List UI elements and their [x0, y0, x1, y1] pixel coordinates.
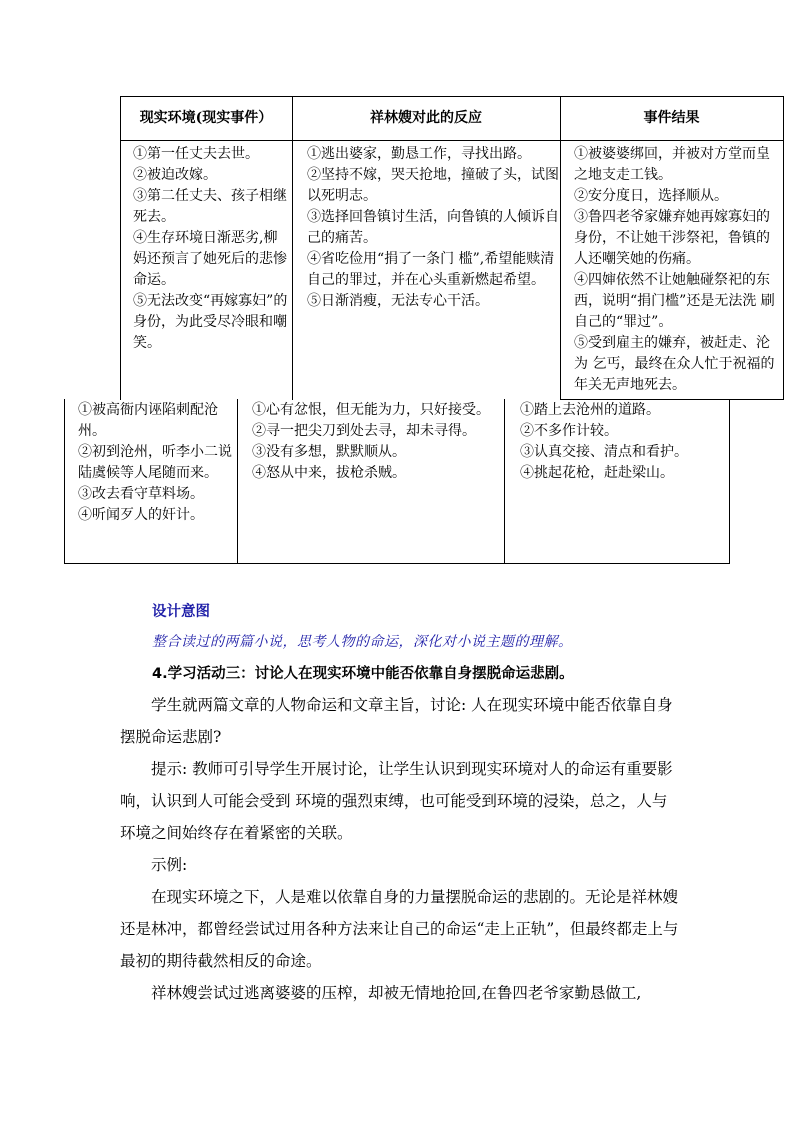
paragraph: 提示: 教师可引导学生开展讨论，让学生认识到现实环境对人的命运有重要影响，认识到人可能会受到 环境的强烈束缚，也可能受到环境的浸染，总之，人与环境之间始终存在着紧密的关联。 [120, 760, 673, 842]
table-border [783, 96, 784, 400]
cell-line: ⑤无法改变“再嫁寡妇”的身份，为此受尽冷眼和嘲笑。 [133, 293, 288, 351]
paragraph: 学生就两篇文章的人物命运和文章主旨，讨论: 人在现实环境中能否依靠自身摆脱命运悲剧? [120, 696, 673, 746]
cell-line: ④省吃俭用“捐了一条门 槛”,希望能赎清自己的罪过，并在心头重新燃起希望。 [307, 251, 555, 288]
cell-line: ③改去看守草料场。 [78, 486, 204, 502]
table-cell [574, 144, 782, 396]
table-cell [252, 400, 502, 484]
cell-line: ④听闻歹人的奸计。 [78, 507, 204, 523]
cell-line: ①心有忿恨，但无能为力，只好接受。 [252, 402, 490, 418]
cell-line: ①逃出婆家，勤恳工作，寻找出路。 [307, 146, 531, 162]
design-intent-title: 设计意图 [152, 604, 210, 620]
table-border [237, 399, 238, 564]
cell-line: ⑤受到雇主的嫌弃，被赶走、沦为 乞丐，最终在众人忙于祝福的年关无声地死去。 [574, 335, 775, 393]
table-border [560, 96, 561, 400]
cell-line: ①踏上去沧州的道路。 [520, 402, 660, 418]
table-cell [520, 400, 728, 484]
cell-line: ②寻一把尖刀到处去寻，却未寻得。 [252, 423, 476, 439]
table-border [504, 399, 505, 564]
table-border [120, 96, 783, 97]
cell-line: ①第一任丈夫去世。 [133, 146, 259, 162]
cell-line: ④生存环境日渐恶劣,柳妈还预言了她死后的悲惨命运。 [133, 230, 287, 288]
paragraph: 在现实环境之下，人是难以依靠自身的力量摆脱命运的悲剧的。无论是祥林嫂还是林冲，都曾经尝试过用各种方法来让自己的命运“走上正轨”，但最终都走上与最初的期待截然相反的命途。 [120, 888, 679, 970]
paragraph: 祥林嫂尝试过逃离婆婆的压榨，却被无情地抢回,在鲁四老爷家勤恳做工, [151, 984, 642, 1002]
cell-line: ②初到沧州，听李小二说陆虞候等人尾随而来。 [78, 444, 232, 481]
table-border [120, 140, 783, 141]
table-border [64, 399, 65, 564]
table-border [292, 96, 293, 400]
design-intent-text: 整合读过的两篇小说，思考人物的命运，深化对小说主题的理解。 [152, 634, 573, 650]
cell-line: ②安分度日，选择顺从。 [574, 188, 728, 204]
cell-line: ③鲁四老爷家嫌弃她再嫁寡妇的身份，不让她干涉祭祀，鲁镇的人还嘲笑她的伤痛。 [574, 209, 770, 267]
table-border [64, 563, 730, 564]
cell-line: ③没有多想，默默顺从。 [252, 444, 406, 460]
column-header: 现实环境(现实事件） [139, 110, 273, 126]
cell-line: ②坚持不嫁，哭天抢地，撞破了头，试图以死明志。 [307, 167, 559, 204]
table-cell [133, 144, 290, 354]
cell-line: ①被婆婆绑回，并被对方堂而皇之地支走工钱。 [574, 146, 770, 183]
cell-line: ②不多作计较。 [520, 423, 618, 439]
cell-line: ③认真交接、清点和看护。 [520, 444, 688, 460]
cell-line: ①被高衙内诬陷刺配沧州。 [78, 402, 218, 439]
cell-line: ④挑起花枪，赶赴梁山。 [520, 465, 674, 481]
cell-line: ⑤日渐消瘦，无法专心干活。 [307, 293, 489, 309]
cell-line: ②被迫改嫁。 [133, 167, 217, 183]
column-header: 祥林嫂对此的反应 [370, 110, 482, 126]
cell-line: ③第二任丈夫、孩子相继死去。 [133, 188, 287, 225]
paragraph: 示例: [151, 856, 188, 874]
table-cell [307, 144, 559, 312]
cell-line: ④四婶依然不让她触碰祭祀的东 西，说明“捐门槛”还是无法洗 刷自己的“罪过”。 [574, 272, 775, 330]
table-cell [78, 400, 234, 526]
cell-line: ③选择回鲁镇讨生活，向鲁镇的人倾诉自己的痛苦。 [307, 209, 559, 246]
table-border [120, 96, 121, 400]
activity-heading: 4.学习活动三：讨论人在现实环境中能否依靠自身摆脱命运悲剧。 [152, 666, 574, 682]
cell-line: ④怒从中来，拔枪杀贼。 [252, 465, 406, 481]
body-text [120, 689, 680, 1009]
table-border [729, 399, 730, 564]
column-header: 事件结果 [643, 110, 700, 126]
